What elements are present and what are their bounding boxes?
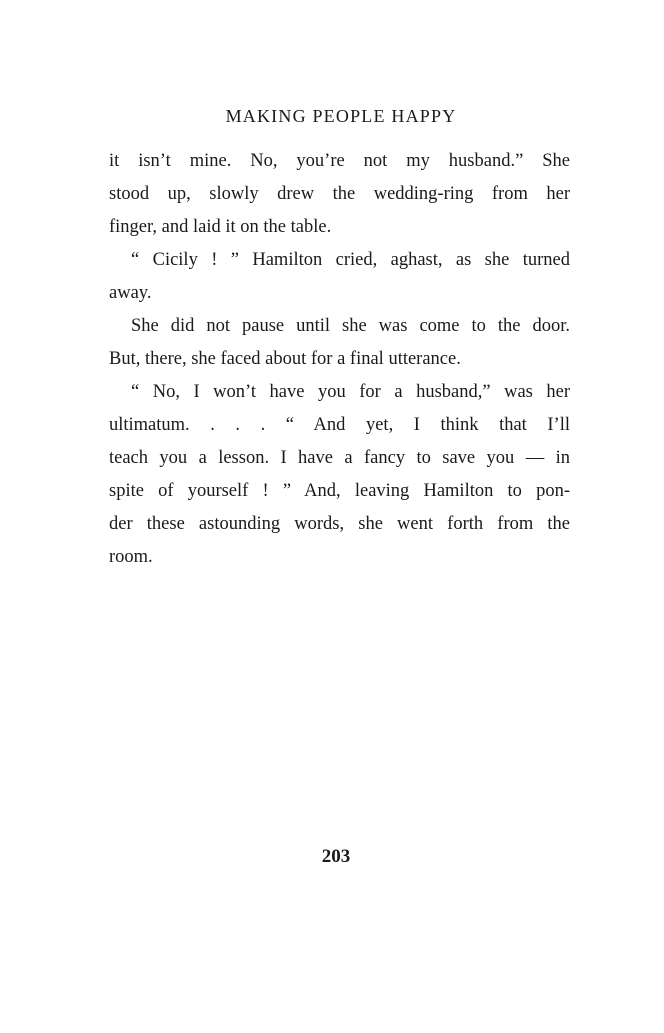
text-line: away. bbox=[109, 283, 152, 303]
text-line: stood up, slowly drew the wedding-ring from her bbox=[109, 184, 570, 204]
text-line: But, there, she faced about for a final utterance. bbox=[109, 349, 461, 369]
text-line: it isn’t mine. No, you’re not my husband.” She bbox=[109, 151, 570, 171]
text-line: finger, and laid it on the table. bbox=[109, 217, 332, 237]
text-line: “ Cicily ! ” Hamilton cried, aghast, as she turned bbox=[131, 250, 570, 270]
body-text bbox=[109, 145, 570, 574]
text-line: room. bbox=[109, 547, 153, 567]
text-line: der these astounding words, she went forth from the bbox=[109, 514, 570, 534]
text-line: She did not pause until she was come to the door. bbox=[131, 316, 570, 336]
text-line: teach you a lesson. I have a fancy to save you — in bbox=[109, 448, 570, 468]
running-head: MAKING PEOPLE HAPPY bbox=[225, 106, 457, 126]
text-line: “ No, I won’t have you for a husband,” was her bbox=[131, 382, 570, 402]
page-number: 203 bbox=[321, 846, 351, 867]
text-line: ultimatum. . . . “ And yet, I think that I’ll bbox=[109, 415, 570, 435]
text-line: spite of yourself ! ” And, leaving Hamilton to pon- bbox=[109, 481, 570, 501]
